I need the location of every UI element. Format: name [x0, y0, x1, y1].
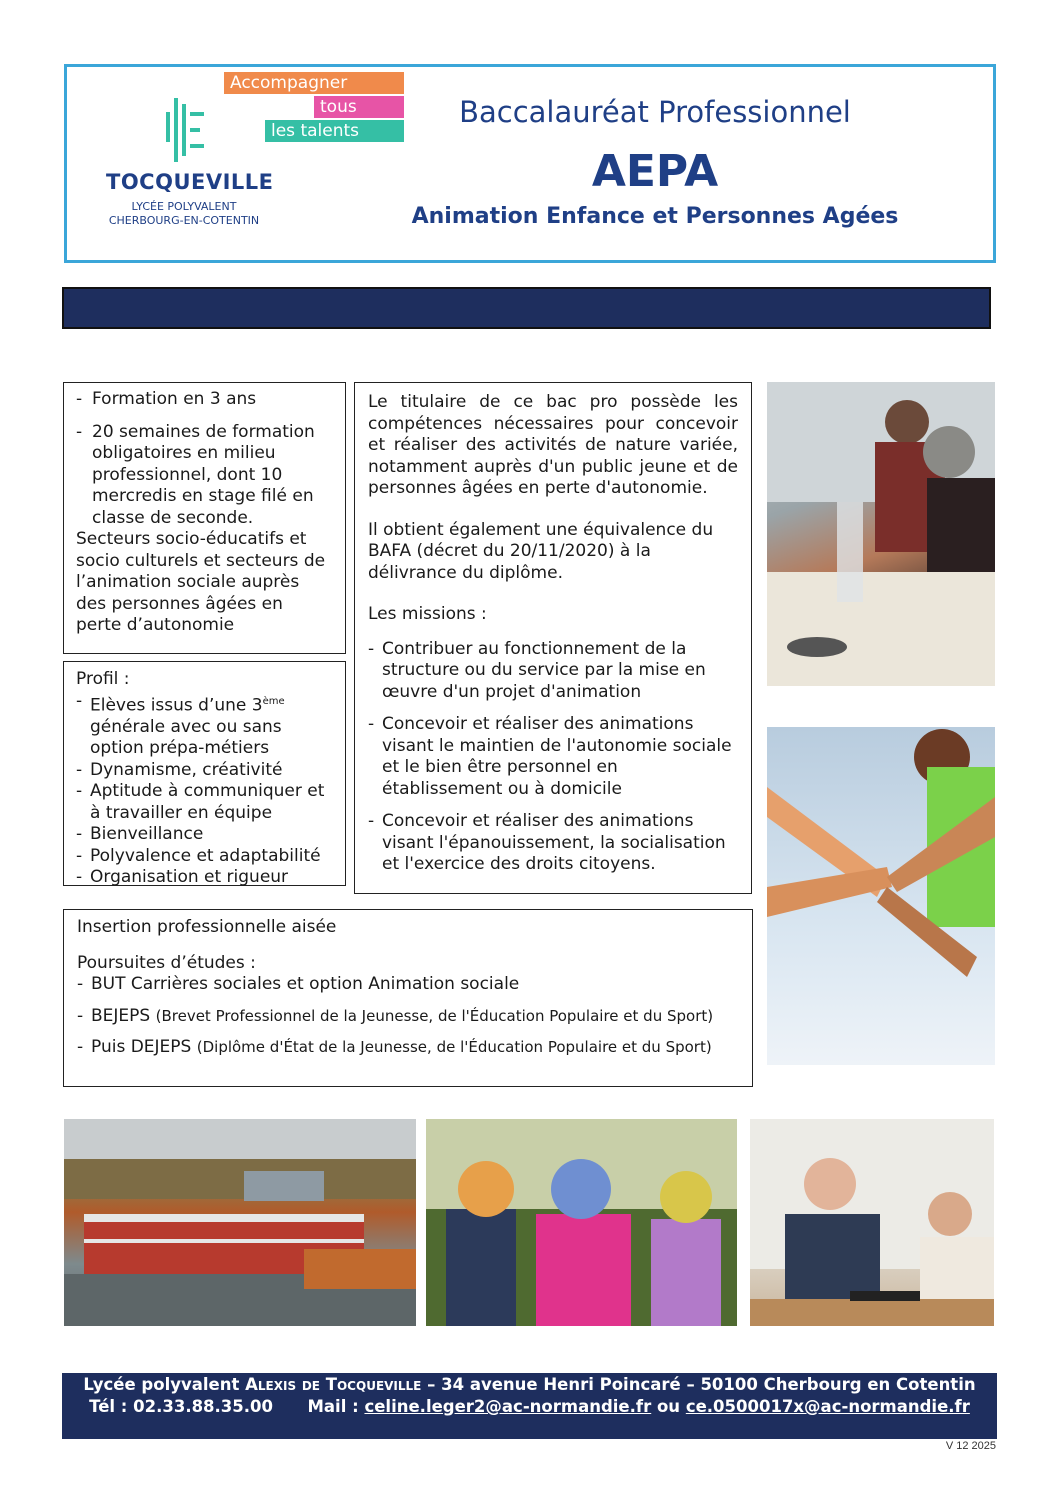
version-label: V 12 2025	[945, 1440, 996, 1452]
profil-item: - Dynamisme, créativité	[76, 760, 335, 782]
accompagner-logo	[224, 72, 394, 142]
missions-box	[354, 382, 752, 894]
missions-intro: Le titulaire de ce bac pro possède les compétences nécessaires pour concevoir et réaliser des activités de nature variée, notamment auprès d'un public jeune et de personnes âgées en perte d'autonomie.	[368, 392, 738, 498]
missions-heading: Les missions :	[368, 604, 487, 624]
section-band	[62, 287, 991, 329]
tocqueville-logo-icon	[164, 98, 206, 162]
logo-subtitle-2: CHERBOURG-EN-COTENTIN	[108, 214, 260, 227]
profil-item: - Polyvalence et adaptabilité	[76, 846, 335, 868]
formation-item: - 20 semaines de formation obligatoires en milieu professionnel, dont 10 mercredis en stage filé en classe de seconde.	[76, 422, 335, 530]
footer-phone: Tél : 02.33.88.35.00	[89, 1397, 274, 1416]
poursuite-item: - BUT Carrières sociales et option Animation sociale	[77, 974, 739, 996]
email-link-1[interactable]: celine.leger2@ac-normandie.fr	[364, 1397, 652, 1416]
ribbon-accompagner: Accompagner	[224, 72, 404, 94]
ribbon-tous: tous	[314, 96, 404, 118]
email-link-2[interactable]: ce.0500017x@ac-normandie.fr	[685, 1397, 970, 1416]
photo-joined-hands	[767, 727, 995, 1065]
poursuites-heading: Poursuites d’études :	[77, 952, 256, 973]
footer-contact: Tél : 02.33.88.35.00 Mail : celine.leger2@ac-normandie.fr ou ce.0500017x@ac-normandie.fr	[89, 1397, 970, 1416]
photo-cooking-activity	[767, 382, 995, 686]
profil-item: - Aptitude à communiquer et à travailler en équipe	[76, 781, 335, 824]
insertion-box	[63, 909, 753, 1087]
formation-item: - Formation en 3 ans	[76, 389, 335, 411]
secteurs-text: Secteurs socio-éducatifs et socio culturels et secteurs de l’animation sociale auprès des personnes âgées en perte d’autonomie	[76, 529, 326, 635]
profil-item: - Organisation et rigueur	[76, 867, 335, 889]
photo-kids-painted-hands	[426, 1119, 737, 1326]
insertion-text: Insertion professionnelle aisée	[77, 917, 337, 937]
poursuite-item: - Puis DEJEPS (Diplôme d'État de la Jeunesse, de l'Éducation Populaire et du Sport)	[77, 1037, 739, 1059]
profil-item: - Elèves issus d’une 3ème générale avec ou sans option prépa-métiers	[76, 691, 335, 760]
profil-item: - Bienveillance	[76, 824, 335, 846]
mission-item: - Concevoir et réaliser des animations visant l'épanouissement, la socialisation et l'exercice des droits citoyens.	[368, 811, 738, 876]
profil-box	[63, 661, 346, 886]
mission-item: - Contribuer au fonctionnement de la structure ou du service par la mise en œuvre d'un projet d'animation	[368, 639, 738, 704]
diploma-subtitle: Animation Enfance et Personnes Agées	[411, 204, 899, 229]
page-title: Baccalauréat Professionnel	[459, 95, 851, 129]
poursuite-item: - BEJEPS (Brevet Professionnel de la Jeunesse, de l'Éducation Populaire et du Sport)	[77, 1006, 739, 1028]
photo-school-aerial	[64, 1119, 416, 1326]
mission-item: - Concevoir et réaliser des animations visant le maintien de l'autonomie sociale et le bien être personnel en établissement ou à domicile	[368, 714, 738, 800]
ribbon-les-talents: les talents	[265, 120, 404, 142]
footer-address: Lycée polyvalent Alexis de Tocqueville – 34 avenue Henri Poincaré – 50100 Cherbourg en Cotentin	[83, 1375, 976, 1394]
logo-subtitle-1: LYCÉE POLYVALENT	[131, 200, 237, 213]
profil-heading: Profil :	[76, 669, 130, 689]
photo-elders-playing-game	[750, 1119, 994, 1326]
diploma-acronym: AEPA	[591, 146, 719, 197]
formation-box	[63, 382, 346, 654]
logo-name: TOCQUEVILLE	[106, 170, 274, 194]
bafa-text: Il obtient également une équivalence du BAFA (décret du 20/11/2020) à la délivrance du diplôme.	[368, 519, 714, 583]
